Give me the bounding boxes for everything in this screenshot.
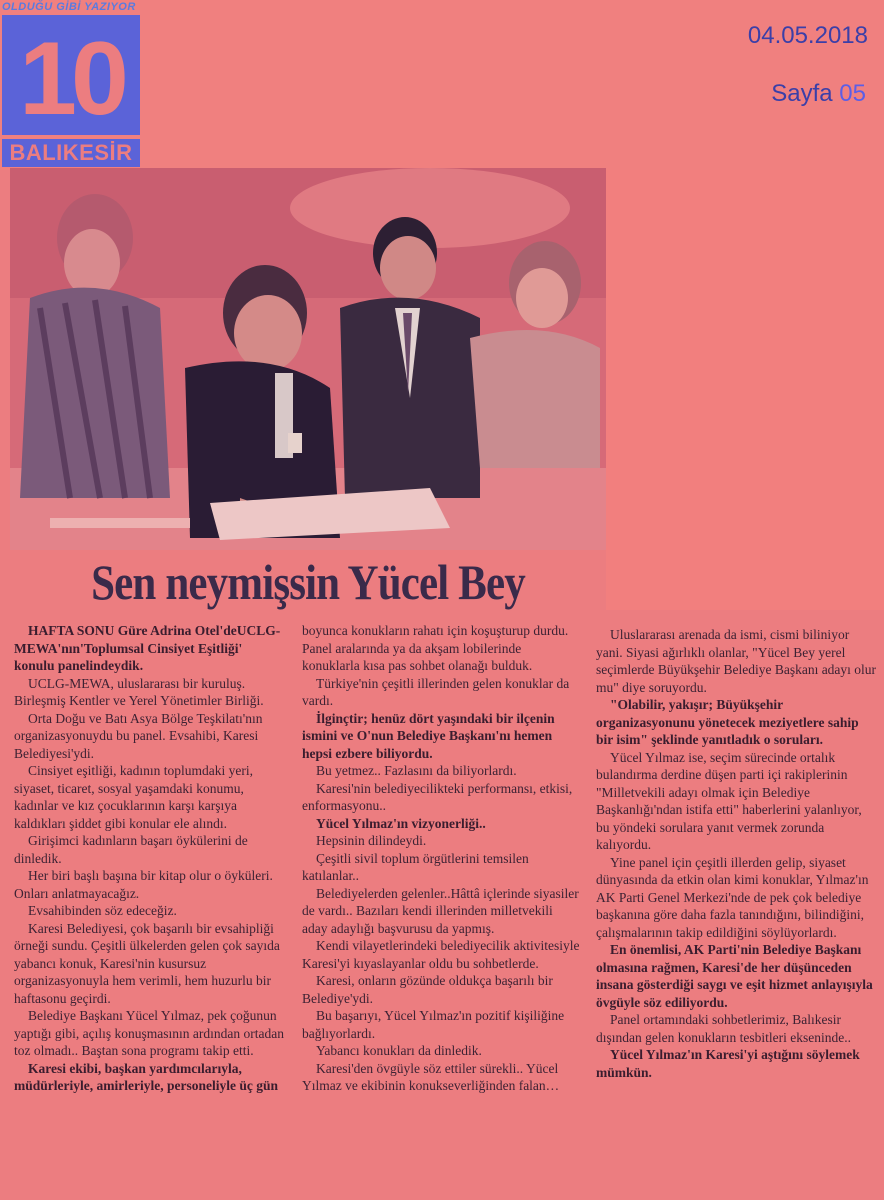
article-column-3 xyxy=(596,626,878,1081)
paragraph: Her biri başlı başına bir kitap olur o öyküleri. Onları anlatmayacağız. xyxy=(14,868,273,901)
logo-tagline: OLDUĞU GİBİ YAZIYOR xyxy=(2,1,136,13)
masthead-logo xyxy=(2,0,140,168)
paragraph: Karesi, onların gözünde oldukça başarılı bir Belediye'ydi. xyxy=(302,973,553,1006)
paragraph: Çeşitli sivil toplum örgütlerini temsilen katılanlar.. xyxy=(302,850,529,883)
paragraph: Karesi'nin belediyecilikteki performansı, etkisi, enformasyonu.. xyxy=(302,780,573,813)
logo-number-box xyxy=(2,15,140,135)
paragraph: Kendi vilayetlerindeki belediyecilik aktivitesiyle Karesi'yi kıyaslayanlar oldu bu sohbetlerde. xyxy=(302,938,580,971)
paragraph: "Olabilir, yakışır; Büyükşehir organizasyonunu yönetecek meziyetlere sahip bir isim" şeklinde yanıtladık o soruları. xyxy=(596,697,859,747)
news-photo xyxy=(10,168,606,550)
paragraph: Yücel Yılmaz'ın Karesi'yi aştığını söylemek mümkün. xyxy=(596,1047,860,1080)
paragraph: Karesi Belediyesi, çok başarılı bir evsahipliği örneği sundu. Çeşitli ülkelerden gelen çok sayıda yabancı konuk, Karesi'nin kusursuz organizasyonuyla hem verimli, hem huzurlu bir haftasonu geçirdi. xyxy=(14,920,280,1006)
article-column-1 xyxy=(14,622,286,1095)
article-column-2 xyxy=(302,622,580,1095)
page-reference xyxy=(771,80,866,108)
paragraph: Cinsiyet eşitliği, kadının toplumdaki yeri, siyaset, ticaret, sosyal yaşamdaki konumu, kadınlar ve kız çocuklarının karşı karşıya kaldıkları şiddet gibi konular ele alındı. xyxy=(14,763,253,831)
paragraph: Yücel Yılmaz'ın vizyonerliği.. xyxy=(316,815,486,831)
paragraph: Bu yetmez.. Fazlasını da biliyorlardı. xyxy=(316,763,517,778)
publication-date: 04.05.2018 xyxy=(747,22,868,49)
logo-number: 10 xyxy=(19,21,123,137)
paragraph: Türkiye'nin çeşitli illerinden gelen konuklar da vardı. xyxy=(302,675,570,708)
paragraph: UCLG-MEWA, uluslararası bir kuruluş. Birleşmiş Kentler ve Yerel Yönetimler Birliği. xyxy=(14,675,264,708)
paragraph: boyunca konukların rahatı için koşuşturup durdu. Panel aralarında ya da akşam lobilerinde konuklarla kısa pas sohbet olanağı bulduk. xyxy=(302,623,569,673)
logo-city: BALIKESİR xyxy=(2,139,140,167)
paragraph: Hepsinin dilindeydi. xyxy=(316,833,427,848)
paragraph: Bu başarıyı, Yücel Yılmaz'ın pozitif kişiliğine bağlıyorlardı. xyxy=(302,1008,565,1041)
paragraph: Uluslararası arenada da ismi, cismi biliniyor yani. Siyasi ağırlıklı olanlar, "Yücel Bey yerel seçimlerde Büyükşehir Belediye Başkanı adayı olur mu" diye soruyordu. xyxy=(596,627,877,695)
headline: Sen neymişsin Yücel Bey xyxy=(91,554,525,610)
page-number: 05 xyxy=(839,80,866,107)
paragraph: Yine panel için çeşitli illerden gelip, siyaset dünyasında da etkin olan kimi konuklar, Yılmaz'ın AK Parti Genel Merkezi'nde de pek çok belediye başkanına göre daha fazla tanındığını, bilindiğini, çalışmalarının takip edildiğini söylüyorlardı. xyxy=(596,854,869,940)
paragraph: Belediyelerden gelenler..Hâttâ içlerinde siyasiler de vardı.. Bazıları kendi illerinden milletvekili aday adaylığı başvurusu da yapmış. xyxy=(302,885,579,936)
right-blank-area xyxy=(606,170,884,610)
paragraph: Belediye Başkanı Yücel Yılmaz, pek çoğunun yaptığı gibi, açılış konuşmasının ardından ortadan toz olmadı.. Baştan sona programı takip etti. xyxy=(14,1008,284,1058)
page-label: Sayfa xyxy=(771,80,833,107)
paragraph: Panel ortamındaki sohbetlerimiz, Balıkesir dışından gelen konukların tesbitleri ekseninde.. xyxy=(596,1012,851,1045)
paragraph: Karesi ekibi, başkan yardımcılarıyla, müdürleriyle, amirleriyle, personeliyle üç gün xyxy=(14,1060,278,1093)
paragraph: En önemlisi, AK Parti'nin Belediye Başkanı olmasına rağmen, Karesi'de her düşünceden insana gösterdiği saygı ve eşit hizmet anlayışıyla övgüyle söz ediliyordu. xyxy=(596,942,873,1010)
paragraph: Girişimci kadınların başarı öykülerini de dinledik. xyxy=(14,833,248,866)
paragraph: Orta Doğu ve Batı Asya Bölge Teşkilatı'nın organizasyonuydu bu panel. Evsahibi, Karesi Belediyesi'ydi. xyxy=(14,710,263,761)
paragraph: Karesi'den övgüyle söz ettiler sürekli.. Yücel Yılmaz ve ekibinin konukseverliğinden falan… xyxy=(302,1060,560,1093)
paragraph: HAFTA SONU Güre Adrina Otel'deUCLG-MEWA'nın'Toplumsal Cinsiyet Eşitliği' konulu panelindeydik. xyxy=(14,623,281,673)
paragraph: Evsahibinden söz edeceğiz. xyxy=(28,903,177,918)
paragraph: İlginçtir; henüz dört yaşındaki bir ilçenin ismini ve O'nun Belediye Başkanı'nı hemen hepsi ezbere biliyordu. xyxy=(302,710,555,761)
paragraph: Yücel Yılmaz ise, seçim sürecinde ortalık bulandırma derdine düşen parti içi rakiplerinin "Milletvekili adayı olmak için Belediye Başkanlığı'ndan istifa etti" haberlerini yalanlıyor, bu yöndeki sorulara yanıt vermek zorunda kalıyordu. xyxy=(596,749,862,852)
paragraph: Yabancı konukları da dinledik. xyxy=(316,1043,482,1058)
